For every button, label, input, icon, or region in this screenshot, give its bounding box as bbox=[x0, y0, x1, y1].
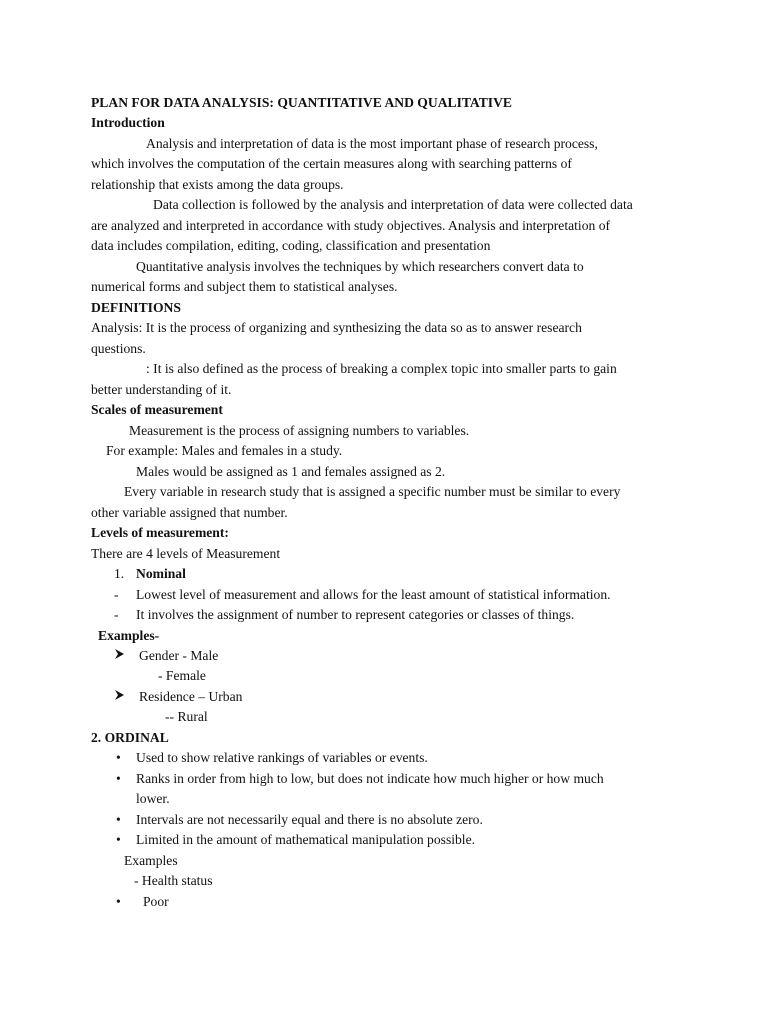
scales-heading: Scales of measurement bbox=[91, 402, 223, 417]
list-item: Poor bbox=[143, 894, 169, 909]
scales-line: Every variable in research study that is assigned a specific number must be similar to every bbox=[124, 484, 621, 499]
list-item: -- Rural bbox=[165, 709, 208, 724]
list-item: Lowest level of measurement and allows for the least amount of statistical information. bbox=[136, 587, 611, 602]
examples-label: Examples bbox=[124, 853, 178, 868]
scales-line: For example: Males and females in a study. bbox=[106, 443, 343, 458]
definition-line: better understanding of it. bbox=[91, 382, 232, 397]
dash-marker: - bbox=[114, 607, 119, 622]
intro-line: numerical forms and subject them to statistical analyses. bbox=[91, 279, 398, 294]
dash-marker: - bbox=[114, 587, 119, 602]
ordinal-heading: 2. ORDINAL bbox=[91, 730, 169, 745]
bullet-marker: • bbox=[116, 771, 121, 786]
bullet-marker: • bbox=[116, 832, 121, 847]
list-item: lower. bbox=[136, 791, 170, 806]
definition-line: Analysis: It is the process of organizing and synthesizing the data so as to answer research bbox=[91, 320, 582, 335]
list-item: It involves the assignment of number to represent categories or classes of things. bbox=[136, 607, 575, 622]
levels-heading: Levels of measurement: bbox=[91, 525, 229, 540]
definition-line: questions. bbox=[91, 341, 146, 356]
list-item: Residence – Urban bbox=[139, 689, 243, 704]
examples-label: Examples- bbox=[98, 628, 160, 643]
definition-line: : It is also defined as the process of breaking a complex topic into smaller parts to gain bbox=[146, 361, 617, 376]
list-item: Gender - Male bbox=[139, 648, 219, 663]
arrow-icon bbox=[114, 689, 125, 704]
scales-line: Males would be assigned as 1 and females assigned as 2. bbox=[136, 464, 446, 479]
intro-heading: Introduction bbox=[91, 115, 165, 130]
intro-line: Analysis and interpretation of data is the most important phase of research process, bbox=[146, 136, 598, 151]
list-item: Limited in the amount of mathematical manipulation possible. bbox=[136, 832, 476, 847]
intro-line: which involves the computation of the certain measures along with searching patterns of bbox=[91, 156, 572, 171]
intro-line: relationship that exists among the data groups. bbox=[91, 177, 344, 192]
list-number: 1. bbox=[114, 566, 125, 581]
scales-line: other variable assigned that number. bbox=[91, 505, 288, 520]
list-item: Ranks in order from high to low, but does not indicate how much higher or how much bbox=[136, 771, 604, 786]
intro-line: data includes compilation, editing, coding, classification and presentation bbox=[91, 238, 491, 253]
nominal-heading: Nominal bbox=[136, 566, 186, 581]
definitions-heading: DEFINITIONS bbox=[91, 300, 181, 315]
bullet-marker: • bbox=[116, 894, 121, 909]
intro-line: Quantitative analysis involves the techniques by which researchers convert data to bbox=[136, 259, 584, 274]
list-item: Intervals are not necessarily equal and there is no absolute zero. bbox=[136, 812, 483, 827]
list-item: - Female bbox=[158, 668, 206, 683]
bullet-marker: • bbox=[116, 750, 121, 765]
list-item: Used to show relative rankings of variables or events. bbox=[136, 750, 428, 765]
intro-line: are analyzed and interpreted in accordance with study objectives. Analysis and interpretation of bbox=[91, 218, 611, 233]
bullet-marker: • bbox=[116, 812, 121, 827]
page-title: PLAN FOR DATA ANALYSIS: QUANTITATIVE AND QUALITATIVE bbox=[91, 95, 512, 110]
intro-line: Data collection is followed by the analysis and interpretation of data were collected data bbox=[153, 197, 633, 212]
levels-intro: There are 4 levels of Measurement bbox=[91, 546, 281, 561]
scales-line: Measurement is the process of assigning numbers to variables. bbox=[129, 423, 470, 438]
arrow-icon bbox=[114, 648, 125, 663]
list-item: - Health status bbox=[134, 873, 213, 888]
